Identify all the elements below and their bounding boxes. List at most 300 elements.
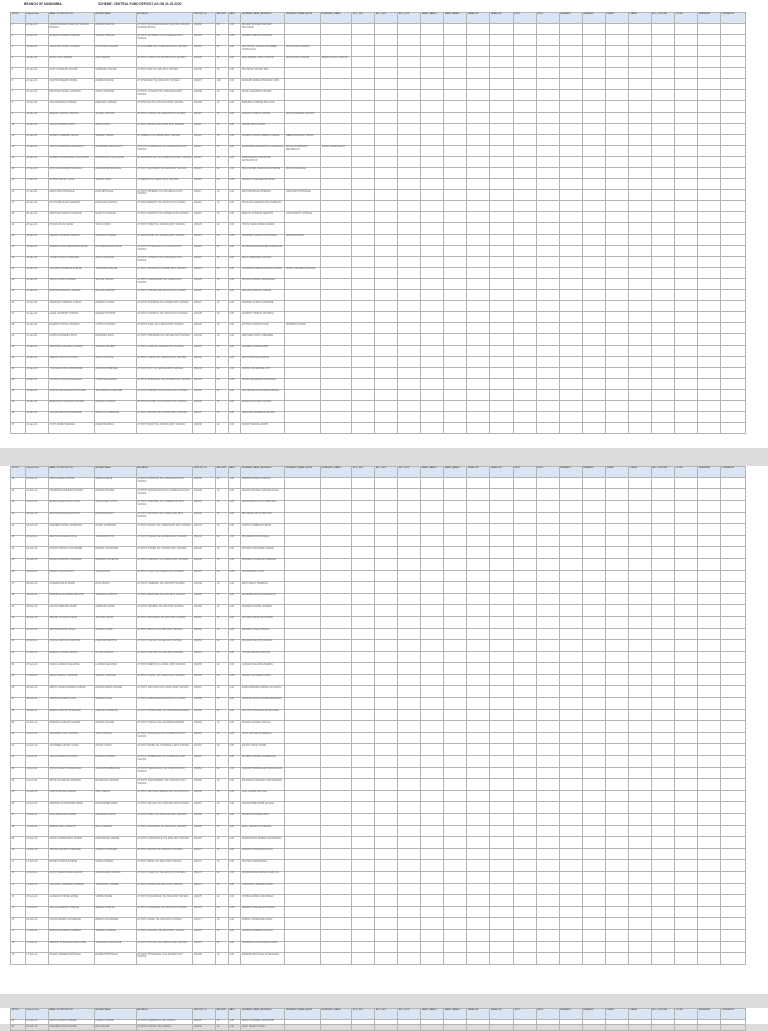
table-cell <box>559 744 582 756</box>
table-cell <box>421 90 444 101</box>
table-row <box>11 34 746 45</box>
table-cell <box>375 45 398 56</box>
table-cell: NAMDEV GURAV <box>94 301 136 312</box>
table-row <box>11 953 746 965</box>
table-cell: 06-Feb-20 <box>25 640 48 652</box>
table-cell <box>375 34 398 45</box>
table-cell: SHANKAR JAGTAP WAI <box>241 68 285 79</box>
table-cell <box>398 500 421 512</box>
table-cell: AT POST KINHAI TAL KOREGAON DIST SATARA <box>136 524 193 536</box>
table-cell: SURESH THORAT <box>94 312 136 323</box>
table-cell <box>720 1025 745 1031</box>
table-cell: 4.00 <box>228 558 241 570</box>
table-cell <box>513 389 536 400</box>
table-cell <box>421 212 444 223</box>
table-cell: MAHESH KALE <box>94 698 136 710</box>
table-cell <box>375 212 398 223</box>
column-header: ACC_HOLDER <box>651 13 674 24</box>
table-cell <box>559 223 582 234</box>
table-cell <box>444 112 467 123</box>
table-row <box>11 640 746 652</box>
table-cell: SAGAR NARAYAN SHEWALE <box>48 412 94 423</box>
table-cell <box>559 34 582 45</box>
table-cell <box>375 663 398 675</box>
table-cell <box>697 558 720 570</box>
table-row <box>11 663 746 675</box>
table-cell <box>536 582 559 594</box>
table-cell <box>674 345 697 356</box>
table-cell <box>398 234 421 245</box>
table-cell <box>697 412 720 423</box>
table-cell <box>352 802 375 814</box>
table-cell: AT POST BIDAL TAL MAN DIST SATARA <box>136 860 193 872</box>
table-cell <box>720 837 745 849</box>
table-cell <box>490 895 513 907</box>
table-cell <box>444 134 467 145</box>
table-cell: AT POST PUSESAVALI TAL KHATAV DIST SATARA <box>136 953 193 965</box>
table-cell <box>375 640 398 652</box>
table-cell <box>628 312 651 323</box>
table-cell <box>605 79 628 90</box>
table-cell <box>285 547 321 559</box>
table-cell: BAJIRAO PISAL <box>94 628 136 640</box>
table-cell <box>398 721 421 733</box>
table-cell <box>467 45 490 56</box>
table-cell <box>375 779 398 791</box>
table-cell <box>651 582 674 594</box>
table-cell <box>697 848 720 860</box>
table-row <box>11 156 746 167</box>
table-cell: 10 <box>216 477 229 489</box>
table-cell: 23-Jan-20 <box>25 23 48 34</box>
table-cell <box>352 378 375 389</box>
table-cell: VIKAS YADAV <box>94 223 136 234</box>
table-cell <box>444 389 467 400</box>
table-cell: VILAS MULIK KOLE <box>241 570 285 582</box>
column-header: TRANSFER <box>697 1009 720 1020</box>
table-cell <box>467 423 490 434</box>
table-cell: AT RAHIMATPUR TAL KOREGAON DIST SATARA <box>136 156 193 167</box>
table-cell: SHOBHA CHAVAN <box>285 323 321 334</box>
table-cell <box>320 709 351 721</box>
table-cell: KISAN NALAWADE BORGAON <box>241 378 285 389</box>
table-cell: 41 <box>11 512 26 524</box>
table-cell <box>628 245 651 256</box>
table-row <box>11 168 746 179</box>
table-cell <box>628 767 651 779</box>
table-cell <box>697 223 720 234</box>
table-cell: 10 <box>216 323 229 334</box>
table-row <box>11 489 746 501</box>
table-cell <box>421 112 444 123</box>
table-cell <box>421 616 444 628</box>
table-cell: BABURAO SHINDE PHALTAN <box>241 101 285 112</box>
table-cell <box>421 802 444 814</box>
table-cell <box>536 1025 559 1031</box>
table-cell <box>674 156 697 167</box>
table-cell: 100180 <box>193 953 216 965</box>
column-header: IFSC1 <box>513 13 536 24</box>
table-cell <box>536 500 559 512</box>
table-cell <box>651 593 674 605</box>
table-cell: 27-Jan-20 <box>25 190 48 201</box>
table-cell <box>628 883 651 895</box>
table-cell <box>320 698 351 710</box>
table-cell: 4.00 <box>228 686 241 698</box>
table-cell <box>490 837 513 849</box>
table-cell <box>674 883 697 895</box>
table-cell <box>628 698 651 710</box>
table-cell: 4.00 <box>228 278 241 289</box>
table-cell <box>444 412 467 423</box>
table-cell <box>375 802 398 814</box>
column-header: TRANSFER <box>697 467 720 478</box>
table-cell <box>674 301 697 312</box>
table-cell: 100106 <box>193 68 216 79</box>
table-cell: 100113 <box>193 145 216 156</box>
table-cell <box>536 334 559 345</box>
table-cell <box>720 929 745 941</box>
table-cell: 10 <box>216 278 229 289</box>
table-cell: ANIL KADAM WATHAR <box>241 790 285 802</box>
column-header: COMMENTS <box>720 467 745 478</box>
table-cell <box>398 779 421 791</box>
table-cell: 4.00 <box>228 45 241 56</box>
table-cell <box>513 123 536 134</box>
table-cell: 100120 <box>193 223 216 234</box>
table-cell <box>375 825 398 837</box>
table-cell <box>605 802 628 814</box>
table-cell: 12-Feb-20 <box>25 802 48 814</box>
table-cell: AT POST KAVTHE TAL WAI DIST SATARA <box>136 651 193 663</box>
table-cell <box>320 278 351 289</box>
table-cell <box>651 245 674 256</box>
table-cell <box>628 929 651 941</box>
table-cell <box>697 23 720 34</box>
table-cell <box>559 593 582 605</box>
table-cell <box>285 721 321 733</box>
table-cell: VAISHALI KISAN NALAWADE <box>48 378 94 389</box>
table-cell <box>421 145 444 156</box>
table-cell: AT POST NIMSOD TAL KHATAV DIST SATARA <box>136 389 193 400</box>
table-cell <box>320 389 351 400</box>
table-cell <box>697 334 720 345</box>
table-cell <box>467 570 490 582</box>
table-cell: DEEPAK SHELKE MHASWAD <box>241 906 285 918</box>
table-cell: 29-Jan-20 <box>25 234 48 245</box>
table-cell <box>651 767 674 779</box>
table-cell <box>605 767 628 779</box>
table-cell <box>651 1025 674 1031</box>
table-cell <box>674 953 697 965</box>
table-cell <box>674 929 697 941</box>
table-cell: AT POST GIRVI TAL PHALTAN DIST SATARA <box>136 814 193 826</box>
table-cell <box>605 674 628 686</box>
table-row <box>11 732 746 744</box>
table-cell <box>697 756 720 768</box>
table-cell <box>352 57 375 68</box>
table-cell <box>490 168 513 179</box>
table-cell <box>605 477 628 489</box>
table-cell: RAJU MANE CHITALI <box>241 1025 285 1031</box>
table-cell <box>720 651 745 663</box>
table-cell <box>490 709 513 721</box>
table-cell <box>651 423 674 434</box>
table-cell <box>674 489 697 501</box>
table-cell <box>421 500 444 512</box>
table-cell: 2 <box>11 34 26 45</box>
column-header: NOMINEE_NAME_ADDRESS <box>241 467 285 478</box>
table-cell <box>536 123 559 134</box>
table-cell <box>720 145 745 156</box>
table-cell <box>720 101 745 112</box>
table-cell: 100171 <box>193 848 216 860</box>
table-cell <box>320 651 351 663</box>
table-cell <box>285 837 321 849</box>
table-cell: DAGDU SHINDE KALEDHON <box>241 1019 285 1025</box>
table-cell: ARJUN YADAV AHIRE <box>241 744 285 756</box>
table-cell <box>582 558 605 570</box>
table-cell <box>375 301 398 312</box>
table-cell <box>398 605 421 617</box>
table-cell: TUSHAR ASHOK GHORPADE <box>48 367 94 378</box>
table-cell: 3 <box>11 45 26 56</box>
table-cell: SHANKAR POTE PADALI <box>241 535 285 547</box>
table-cell: AT POST WATHAR TAL KOREGAON DIST SATARA <box>136 512 193 524</box>
table-cell <box>674 767 697 779</box>
table-cell <box>605 57 628 68</box>
table-cell: ARUN JAMDADE <box>94 256 136 267</box>
table-cell <box>536 145 559 156</box>
table-cell <box>605 744 628 756</box>
table-cell: 40 <box>11 500 26 512</box>
table-cell: SHANKAR POTE <box>94 535 136 547</box>
table-cell <box>605 201 628 212</box>
table-cell: 65 <box>11 790 26 802</box>
table-cell: 39 <box>11 489 26 501</box>
table-row <box>11 334 746 345</box>
table-cell: 46 <box>11 570 26 582</box>
table-cell: SUNITA MAHADEV PATIL <box>48 334 94 345</box>
table-cell <box>536 477 559 489</box>
column-header: BANK_NAME2 <box>444 13 467 24</box>
table-cell <box>605 423 628 434</box>
table-cell: 4.00 <box>228 837 241 849</box>
table-row <box>11 212 746 223</box>
table-cell: 10 <box>216 941 229 953</box>
table-cell <box>582 201 605 212</box>
table-cell: YASHWANT SHINDE <box>94 883 136 895</box>
table-cell: 4.00 <box>228 779 241 791</box>
table-cell <box>536 68 559 79</box>
table-cell: NILESH ANKUSH DHAWALE <box>48 709 94 721</box>
table-cell <box>559 558 582 570</box>
table-cell <box>285 790 321 802</box>
table-cell <box>674 524 697 536</box>
table-cell <box>490 134 513 145</box>
table-cell <box>674 245 697 256</box>
table-cell <box>559 721 582 733</box>
table-cell: 48 <box>11 593 26 605</box>
table-cell <box>674 278 697 289</box>
table-cell: 100128 <box>193 312 216 323</box>
column-header: NOMINEE2_NAME_ADDR <box>285 13 321 24</box>
table-cell <box>421 45 444 56</box>
table-cell: 4.00 <box>228 245 241 256</box>
table-cell: MEENAKSHI RAMDAS KHARAT <box>48 400 94 411</box>
table-cell <box>513 790 536 802</box>
table-cell <box>285 941 321 953</box>
table-cell <box>444 489 467 501</box>
table-cell <box>559 367 582 378</box>
table-cell: 12 <box>11 145 26 156</box>
table-cell <box>513 378 536 389</box>
table-cell: BHARAT DHUMAL PADEGAON <box>241 756 285 768</box>
table-row <box>11 112 746 123</box>
table-cell <box>467 732 490 744</box>
table-cell <box>697 767 720 779</box>
table-cell <box>444 156 467 167</box>
table-cell <box>490 278 513 289</box>
table-header <box>11 13 746 24</box>
table-cell: 10 <box>216 378 229 389</box>
table-cell <box>605 941 628 953</box>
table-cell <box>490 290 513 301</box>
column-header: ACC_NO2 <box>375 13 398 24</box>
table-cell <box>536 190 559 201</box>
table-cell <box>352 721 375 733</box>
table-cell <box>720 356 745 367</box>
table-cell <box>697 709 720 721</box>
table-cell <box>467 412 490 423</box>
table-cell: 10 <box>216 860 229 872</box>
table-cell: AT PHALTAN TAL PHALTAN DIST SATARA <box>136 101 193 112</box>
table-body <box>11 23 746 433</box>
table-cell <box>490 57 513 68</box>
table-cell <box>536 721 559 733</box>
table-cell: 100117 <box>193 190 216 201</box>
table-cell <box>352 290 375 301</box>
table-cell <box>697 651 720 663</box>
table-cell: 4.00 <box>228 68 241 79</box>
table-cell <box>421 709 444 721</box>
table-cell <box>674 134 697 145</box>
table-cell <box>398 356 421 367</box>
table-cell <box>697 57 720 68</box>
table-cell <box>320 477 351 489</box>
table-cell: SHANKAR JAGTAP <box>94 68 136 79</box>
table-cell <box>352 223 375 234</box>
table-cell: 10 <box>216 512 229 524</box>
table-cell <box>536 23 559 34</box>
table-cell <box>320 953 351 965</box>
table-cell: 10 <box>216 179 229 190</box>
table-cell <box>559 837 582 849</box>
table-cell <box>285 512 321 524</box>
column-header: BRANCH1 <box>467 467 490 478</box>
table-cell <box>559 145 582 156</box>
column-header: ACC_HOLDER <box>651 1009 674 1020</box>
table-row <box>11 547 746 559</box>
table-cell <box>674 744 697 756</box>
table-cell <box>352 190 375 201</box>
table-cell <box>697 953 720 965</box>
table-cell <box>421 953 444 965</box>
table-cell: SANDIP SHELAR SHIRWAL <box>241 34 285 45</box>
table-cell: NANDKUMAR JADHAV <box>94 871 136 883</box>
table-cell: HANMANT PAWAR NAGTHANE <box>241 234 285 245</box>
table-cell <box>628 190 651 201</box>
table-cell <box>444 356 467 367</box>
table-cell <box>582 367 605 378</box>
table-cell: GOPAL KUMBHAR KINHAI <box>241 524 285 536</box>
table-cell <box>651 68 674 79</box>
table-row <box>11 267 746 278</box>
table-cell <box>375 278 398 289</box>
table-cell <box>490 663 513 675</box>
table-cell: 10 <box>216 605 229 617</box>
table-cell <box>628 732 651 744</box>
table-cell <box>697 929 720 941</box>
table-cell <box>398 90 421 101</box>
table-cell <box>697 123 720 134</box>
table-cell <box>697 628 720 640</box>
table-cell <box>536 412 559 423</box>
table-cell: 14-Feb-20 <box>25 860 48 872</box>
table-cell <box>674 825 697 837</box>
table-cell <box>628 756 651 768</box>
table-cell <box>285 825 321 837</box>
table-cell <box>467 90 490 101</box>
table-cell <box>320 201 351 212</box>
table-cell <box>559 674 582 686</box>
table-row <box>11 756 746 768</box>
table-cell: 79 <box>11 953 26 965</box>
table-cell <box>559 825 582 837</box>
table-cell <box>651 651 674 663</box>
table-cell <box>720 756 745 768</box>
table-cell <box>444 423 467 434</box>
table-cell <box>285 477 321 489</box>
table-cell <box>490 721 513 733</box>
table-cell: 18-Feb-20 <box>25 1019 48 1025</box>
table-cell <box>651 663 674 675</box>
column-header: ADDRESS <box>136 1009 193 1020</box>
table-cell <box>605 245 628 256</box>
table-cell <box>421 906 444 918</box>
table-cell: 100176 <box>193 906 216 918</box>
table-cell <box>320 941 351 953</box>
table-cell: BALASAHEB JAGDALE <box>94 168 136 179</box>
table-cell <box>697 1025 720 1031</box>
table-cell <box>536 201 559 212</box>
table-cell <box>513 524 536 536</box>
table-cell <box>320 570 351 582</box>
table-cell: 19 <box>11 223 26 234</box>
table-cell <box>720 301 745 312</box>
table-cell <box>490 400 513 411</box>
table-cell <box>720 674 745 686</box>
table-cell <box>467 223 490 234</box>
table-cell: 23-Jan-20 <box>25 34 48 45</box>
table-cell <box>490 245 513 256</box>
table-cell <box>605 234 628 245</box>
table-cell <box>628 1025 651 1031</box>
table-cell <box>467 524 490 536</box>
table-cell <box>674 860 697 872</box>
table-cell <box>285 345 321 356</box>
table-cell: 47 <box>11 582 26 594</box>
